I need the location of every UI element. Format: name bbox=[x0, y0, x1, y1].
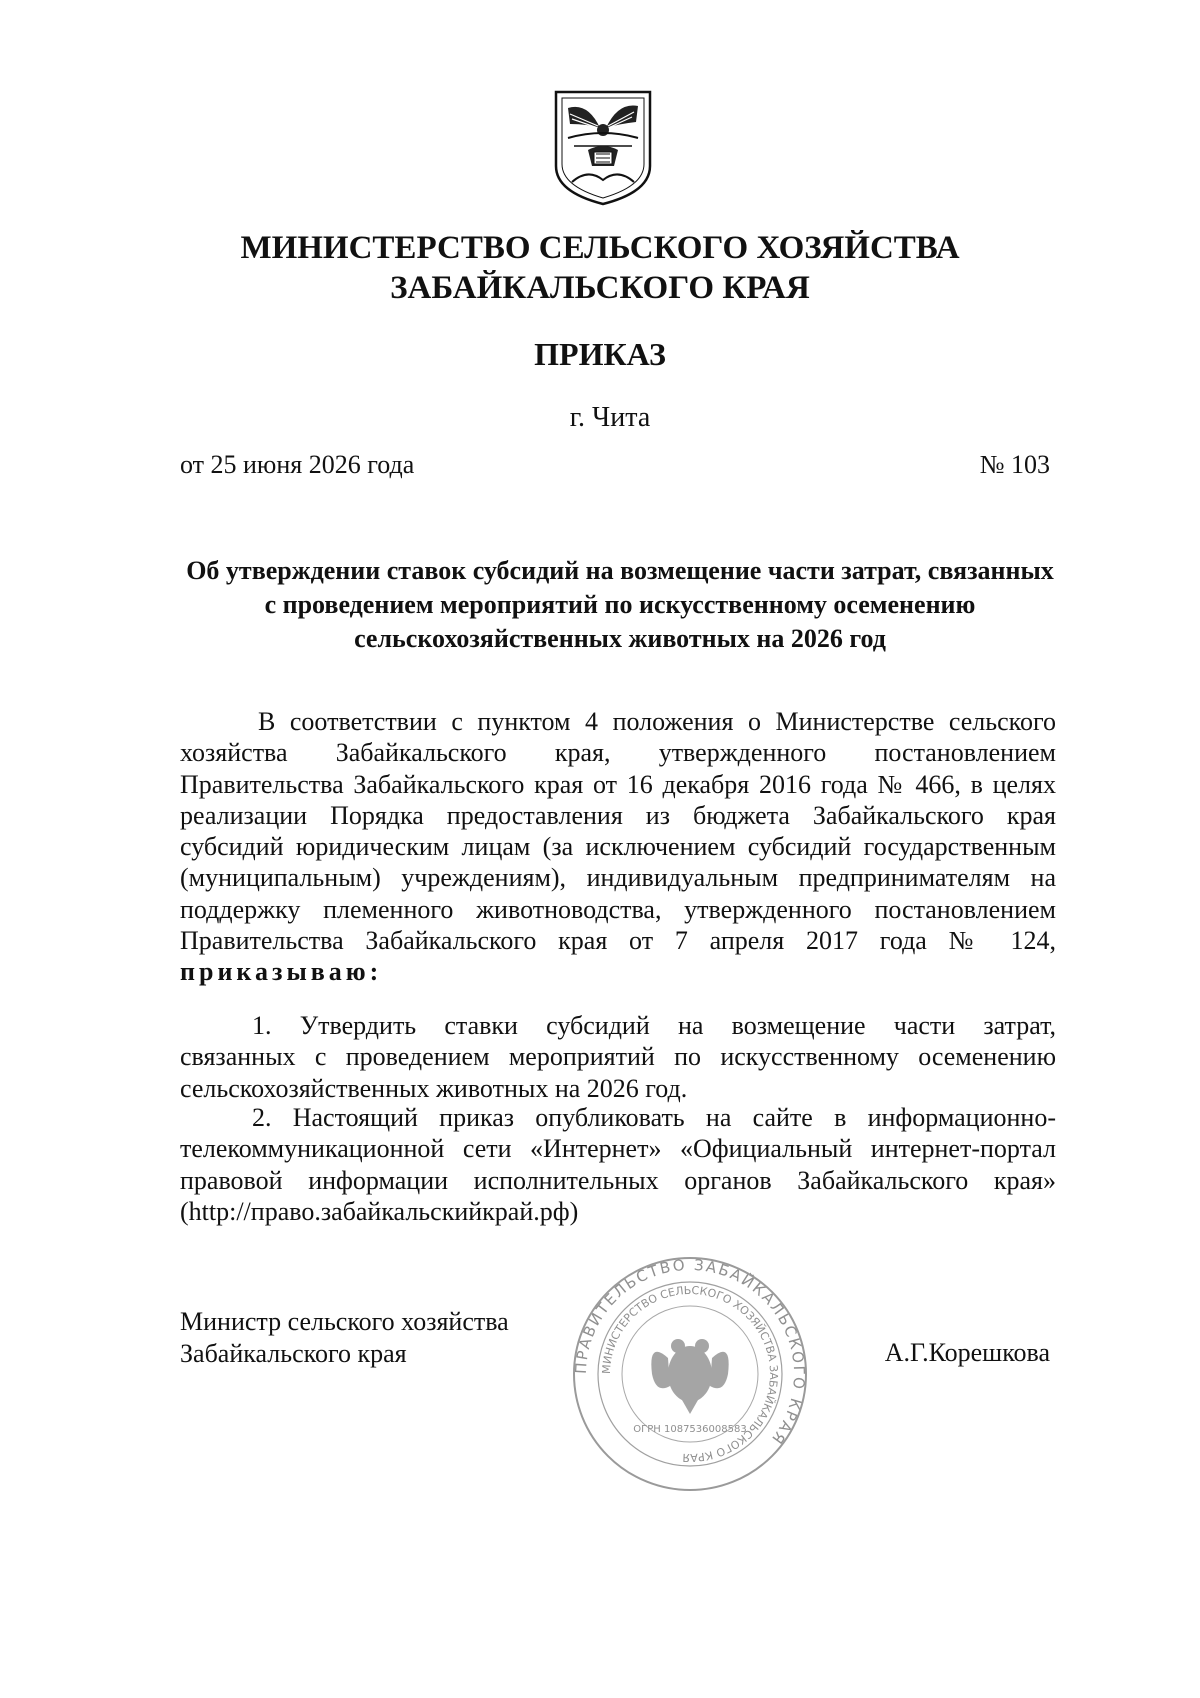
paragraph-line: Правительства Забайкальского края от 7 апреля 2017 года № 124, bbox=[180, 926, 1056, 956]
signatory-name: А.Г.Корешкова bbox=[884, 1338, 1050, 1367]
document-type: ПРИКАЗ bbox=[534, 336, 666, 372]
paragraph-line: поддержку племенного животноводства, утвержденного постановлением bbox=[180, 894, 1056, 924]
stamp-ogrn: ОГРН 1087536008583 bbox=[633, 1424, 747, 1435]
stamp-inner-text: МИНИСТЕРСТВО СЕЛЬСКОГО ХОЗЯЙСТВА ЗАБАЙКАЛЬСКОГО КРАЯ bbox=[599, 1283, 781, 1465]
paragraph-line: сельскохозяйственных животных на 2026 год. bbox=[180, 1073, 688, 1103]
item-1-paragraph bbox=[180, 1010, 1056, 1104]
official-stamp bbox=[570, 1254, 810, 1494]
paragraph-line: связанных с проведением мероприятий по искусственному осеменению bbox=[180, 1042, 1056, 1072]
paragraph-line: (муниципальным) учреждениям), индивидуальным предпринимателям на bbox=[180, 863, 1056, 893]
document-title bbox=[180, 554, 1060, 656]
item-2-paragraph bbox=[180, 1102, 1056, 1227]
preamble-paragraph bbox=[180, 706, 1056, 988]
coat-of-arms-emblem bbox=[548, 88, 658, 208]
paragraph-line: Правительства Забайкальского края от 16 декабря 2016 года № 466, в целях bbox=[180, 769, 1056, 799]
paragraph-line: 2. Настоящий приказ опубликовать на сайте в информационно- bbox=[252, 1103, 1056, 1132]
organization-name-line1: МИНИСТЕРСТВО СЕЛЬСКОГО ХОЗЯЙСТВА bbox=[240, 230, 960, 266]
city: г. Чита bbox=[569, 402, 651, 433]
paragraph-line: (http://право.забайкальскийкрай.рф) bbox=[180, 1196, 579, 1226]
paragraph-line: телекоммуникационной сети «Интернет» «Официальный интернет-портал bbox=[180, 1134, 1056, 1164]
title-line: сельскохозяйственных животных на 2026 год bbox=[354, 624, 886, 653]
decree-word: приказываю: bbox=[180, 957, 383, 987]
paragraph-line: хозяйства Забайкальского края, утвержденного постановлением bbox=[180, 738, 1056, 768]
stamp-eagle-icon bbox=[651, 1339, 728, 1414]
paragraph-line: реализации Порядка предоставления из бюджета Забайкальского края bbox=[180, 800, 1056, 830]
organization-name-line2: ЗАБАЙКАЛЬСКОГО КРАЯ bbox=[390, 270, 810, 306]
signatory-title bbox=[180, 1306, 509, 1370]
signatory-title-line: Министр сельского хозяйства bbox=[180, 1307, 509, 1336]
paragraph-line: правовой информации исполнительных органов Забайкальского края» bbox=[180, 1165, 1056, 1195]
paragraph-line: В соответствии с пунктом 4 положения о Министерстве сельского bbox=[258, 707, 1056, 736]
document-number: № 103 bbox=[979, 450, 1050, 479]
paragraph-line: 1. Утвердить ставки субсидий на возмещение части затрат, bbox=[252, 1011, 1056, 1040]
paragraph-line: субсидий юридическим лицам (за исключением субсидий государственным bbox=[180, 832, 1056, 862]
title-line: с проведением мероприятий по искусственному осеменению bbox=[264, 590, 976, 619]
title-line: Об утверждении ставок субсидий на возмещение части затрат, связанных bbox=[186, 556, 1054, 585]
document-date: от 25 июня 2026 года bbox=[180, 450, 415, 479]
signatory-title-line: Забайкальского края bbox=[180, 1339, 407, 1368]
stamp-outer-text: ПРАВИТЕЛЬСТВО ЗАБАЙКАЛЬСКОГО КРАЯ bbox=[571, 1255, 809, 1449]
